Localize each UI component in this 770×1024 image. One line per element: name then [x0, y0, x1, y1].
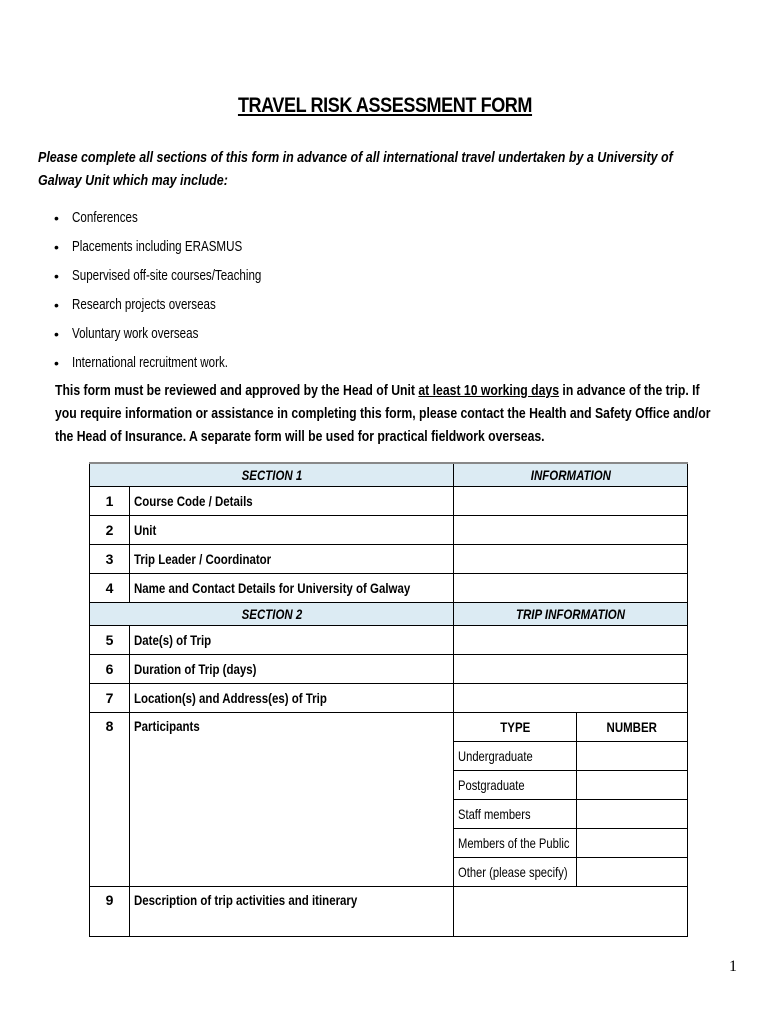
list-item: • Conferences: [52, 206, 452, 235]
participant-type: Staff members: [454, 800, 577, 829]
list-item: • Supervised off-site courses/Teaching: [52, 264, 452, 293]
contact-details-field[interactable]: [454, 574, 688, 603]
unit-field[interactable]: [454, 516, 688, 545]
information-header: INFORMATION: [454, 463, 688, 487]
trip-dates-field[interactable]: [454, 626, 688, 655]
list-item: • Placements including ERASMUS: [52, 235, 452, 264]
table-row: [90, 545, 688, 574]
table-row: [90, 655, 688, 684]
row-number: 3: [90, 545, 130, 574]
section-1-header: SECTION 1: [90, 463, 454, 487]
participant-type: Undergraduate: [454, 742, 577, 771]
row-label: Name and Contact Details for University of Galway: [130, 574, 454, 603]
undergraduate-count-field[interactable]: [577, 742, 688, 771]
row-number: 6: [90, 655, 130, 684]
type-column-header: TYPE: [454, 713, 577, 742]
participant-type: Members of the Public: [454, 829, 577, 858]
row-label: Date(s) of Trip: [130, 626, 454, 655]
table-row: [90, 516, 688, 545]
number-column-header: NUMBER: [577, 713, 688, 742]
form-title: TRAVEL RISK ASSESSMENT FORM: [237, 94, 533, 117]
section-2-header: SECTION 2: [90, 603, 454, 626]
row-number: 7: [90, 684, 130, 713]
row-label: Unit: [130, 516, 454, 545]
bullet-icon: •: [54, 297, 59, 313]
bullet-icon: •: [54, 268, 59, 284]
trip-description-field[interactable]: [454, 887, 688, 937]
list-item: • Research projects overseas: [52, 293, 452, 322]
trip-location-field[interactable]: [454, 684, 688, 713]
participant-type: Other (please specify): [454, 858, 577, 887]
row-label: Duration of Trip (days): [130, 655, 454, 684]
table-row: [90, 626, 688, 655]
other-count-field[interactable]: [577, 858, 688, 887]
row-number: 5: [90, 626, 130, 655]
row-number: 4: [90, 574, 130, 603]
staff-count-field[interactable]: [577, 800, 688, 829]
row-number: 9: [90, 887, 130, 937]
deadline-emphasis: at least 10 working days: [418, 383, 560, 399]
row-label: Trip Leader / Coordinator: [130, 545, 454, 574]
row-label: Description of trip activities and itinerary: [130, 887, 454, 937]
bullet-icon: •: [54, 210, 59, 226]
postgraduate-count-field[interactable]: [577, 771, 688, 800]
intro-text: Please complete all sections of this form in advance of all international travel undertaken by a University of Galway Unit which may include:: [38, 150, 673, 189]
trip-leader-field[interactable]: [454, 545, 688, 574]
assessment-table: [89, 462, 688, 937]
approval-note: This form must be reviewed and approved by the Head of Unit at least 10 working days in advance of the trip. If you require information or assistance in completing this form, please contact the Health and Safety Office and/or the Head of Insurance. A separate form will be used for practical fieldwork overseas.: [55, 383, 711, 445]
section-2-header-row: [90, 603, 688, 626]
table-row: [90, 887, 688, 937]
bullet-icon: •: [54, 326, 59, 342]
trip-duration-field[interactable]: [454, 655, 688, 684]
row-label: Location(s) and Address(es) of Trip: [130, 684, 454, 713]
list-item: • Voluntary work overseas: [52, 322, 452, 351]
participants-header-row: [90, 713, 688, 742]
row-label: Course Code / Details: [130, 487, 454, 516]
course-details-field[interactable]: [454, 487, 688, 516]
row-label: Participants: [130, 713, 454, 887]
page-number: 1: [729, 958, 737, 975]
participant-type: Postgraduate: [454, 771, 577, 800]
table-row: [90, 487, 688, 516]
bullet-icon: •: [54, 239, 59, 255]
travel-types-list: [52, 206, 452, 380]
row-number: 8: [90, 713, 130, 887]
table-row: [90, 684, 688, 713]
row-number: 2: [90, 516, 130, 545]
trip-information-header: TRIP INFORMATION: [454, 603, 688, 626]
list-item: • International recruitment work.: [52, 351, 452, 380]
public-count-field[interactable]: [577, 829, 688, 858]
row-number: 1: [90, 487, 130, 516]
bullet-icon: •: [54, 355, 59, 371]
section-1-header-row: [90, 463, 688, 487]
table-row: [90, 574, 688, 603]
